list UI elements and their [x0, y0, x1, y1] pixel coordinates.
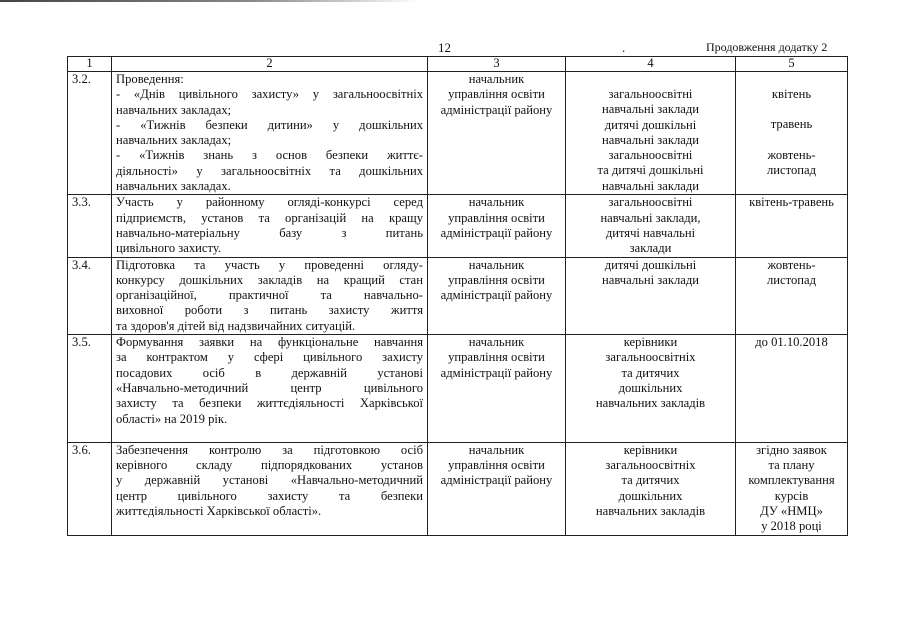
description-line: - «Тижнів безпеки дитини» у дошкільних: [116, 117, 423, 132]
deadline: [736, 257, 848, 334]
description-line: [116, 427, 423, 442]
table-row: [68, 257, 848, 334]
executors-line: навчальні заклади,: [600, 210, 701, 225]
description-line: підприємств, установ та організацій на кращу: [116, 210, 423, 225]
executors: [566, 335, 736, 443]
item-description: [112, 72, 428, 195]
deadline-line: комплектування: [748, 473, 835, 488]
table-row: [68, 335, 848, 443]
responsible-party: [428, 195, 566, 257]
item-number: 3.2.: [68, 72, 112, 195]
executors: [566, 442, 736, 535]
deadline-line: [740, 133, 843, 148]
item-description: [112, 335, 428, 443]
description-line: - «Тижнів знань з основ безпеки життє-: [116, 148, 423, 163]
description-line: Підготовка та участь у проведенні огляду-: [116, 257, 423, 272]
description-line: Формування заявки на функціональне навчання: [116, 335, 423, 350]
responsible-party-line: управління освіти: [448, 350, 545, 365]
responsible-party-line: адміністрації району: [440, 102, 553, 117]
responsible-party-line: начальник: [468, 442, 525, 457]
description-line: [116, 519, 423, 534]
executors-line: дитячі дошкільні: [604, 117, 697, 132]
deadline-line: листопад: [767, 272, 816, 287]
executors-line: керівники: [623, 335, 678, 350]
deadline: [736, 442, 848, 535]
description-line: захисту та безпеки життєдіяльності Харківської: [116, 396, 423, 411]
deadline-line: до 01.10.2018: [755, 335, 828, 350]
continuation-label: Продовження додатку 2: [706, 40, 828, 54]
item-number: 3.5.: [68, 335, 112, 443]
deadline-line: жовтень-: [767, 257, 816, 272]
deadline-line: згідно заявок: [756, 442, 827, 457]
deadline: [736, 335, 848, 443]
description-line: навчальних закладах;: [116, 133, 232, 148]
responsible-party-line: управління освіти: [448, 210, 545, 225]
item-number: 3.3.: [68, 195, 112, 257]
responsible-party-line: управління освіти: [448, 272, 545, 287]
description-line: у державній установі «Навчально-методичний: [116, 473, 423, 488]
deadline: [736, 195, 848, 257]
executors-line: загальноосвітні: [608, 87, 693, 101]
description-line: Забезпечення контролю за підготовкою осіб: [116, 442, 423, 457]
column-header: 2: [112, 57, 428, 72]
executors-line: дитячі дошкільні: [604, 257, 697, 272]
description-line: - «Днів цивільного захисту» у загальноосвітніх: [116, 87, 423, 102]
responsible-party: [428, 72, 566, 195]
deadline-line: жовтень-: [767, 147, 816, 162]
executors-line: навчальні заклади: [602, 132, 699, 147]
responsible-party: [428, 442, 566, 535]
deadline-line: травень: [770, 117, 813, 132]
column-header: 1: [68, 57, 112, 72]
executors-line: дитячі навчальні: [605, 225, 696, 240]
description-line: Участь у районному огляді-конкурсі серед: [116, 195, 423, 210]
page-number: 12: [438, 40, 451, 55]
description-line: та здоров'я дітей від надзвичайних ситуацій.: [116, 318, 356, 333]
responsible-party-line: начальник: [468, 195, 525, 210]
deadline-line: у 2018 році: [761, 519, 822, 534]
deadline-line: листопад: [767, 162, 816, 177]
executors: [566, 72, 736, 195]
executors-line: загальноосвітніх: [605, 458, 696, 473]
description-line: центр цивільного захисту та безпеки: [116, 488, 423, 503]
description-line: цивільного захисту.: [116, 241, 221, 256]
table-row: [68, 442, 848, 535]
responsible-party: [428, 335, 566, 443]
deadline-line: та плану: [768, 458, 815, 473]
deadline-line: квітень: [771, 87, 812, 101]
responsible-party-line: адміністрації району: [440, 473, 553, 488]
item-description: [112, 442, 428, 535]
responsible-party: [428, 257, 566, 334]
table-body: [68, 72, 848, 536]
executors-line: навчальні заклади: [602, 272, 699, 287]
description-line: організаційної, практичної та навчально-: [116, 288, 423, 303]
item-number: 3.6.: [68, 442, 112, 535]
responsible-party-line: адміністрації району: [440, 288, 553, 303]
table-header-row: [68, 57, 848, 72]
responsible-party-line: управління освіти: [448, 458, 545, 473]
description-line: Проведення:: [116, 72, 184, 86]
executors-line: навчальні заклади: [602, 102, 699, 117]
table-row: [68, 195, 848, 257]
executors-line: дошкільних: [618, 380, 683, 395]
executors-line: та дитячих: [621, 365, 680, 380]
deadline-line: курсів: [774, 488, 809, 503]
description-line: навчальних закладах;: [116, 102, 232, 117]
description-line: навчальних закладах.: [116, 179, 231, 194]
item-description: [112, 195, 428, 257]
executors-line: та дитячі дошкільні: [597, 163, 704, 178]
item-number: 3.4.: [68, 257, 112, 334]
executors: [566, 195, 736, 257]
executors-line: навчальні заклади: [602, 178, 699, 193]
executors-line: дошкільних: [618, 488, 683, 503]
responsible-party-line: управління освіти: [448, 87, 545, 102]
description-line: за контрактом у сфері цивільного захисту: [116, 350, 423, 365]
executors-line: заклади: [629, 241, 672, 256]
description-line: виховної роботи з питань захисту життя: [116, 303, 423, 318]
deadline-line: ДУ «НМЦ»: [760, 504, 823, 519]
deadline-line: [740, 102, 843, 117]
executors-line: загальноосвітні: [608, 195, 693, 210]
column-header: 5: [736, 57, 848, 72]
deadline-line: [740, 72, 843, 87]
description-line: керівного складу підпорядкованих установ: [116, 458, 423, 473]
description-line: посадових осіб в державній установі: [116, 365, 423, 380]
item-description: [112, 257, 428, 334]
responsible-party-line: адміністрації району: [440, 225, 553, 240]
executors-line: загальноосвітні: [608, 148, 693, 163]
description-line: області» на 2019 рік.: [116, 411, 228, 426]
column-header: 4: [566, 57, 736, 72]
deadline: [736, 72, 848, 195]
description-line: навчально-матеріальну базу з питань: [116, 225, 423, 240]
description-line: «Навчально-методичний центр цивільного: [116, 380, 423, 395]
description-line: життєдіяльності Харківської області».: [116, 504, 322, 519]
scan-edge-line: [0, 0, 420, 2]
stray-dot: .: [622, 40, 626, 55]
executors-line: та дитячих: [621, 473, 680, 488]
executors-line: [570, 72, 731, 87]
plan-table: [67, 56, 848, 536]
executors-line: навчальних закладів: [595, 504, 706, 519]
executors: [566, 257, 736, 334]
responsible-party-line: адміністрації району: [440, 365, 553, 380]
description-line: конкурсу дошкільних закладів на кращий стан: [116, 272, 423, 287]
table-row: [68, 72, 848, 195]
responsible-party-line: начальник: [468, 257, 525, 272]
executors-line: керівники: [623, 442, 678, 457]
executors-line: навчальних закладів: [595, 396, 706, 411]
responsible-party-line: начальник: [468, 335, 525, 350]
executors-line: загальноосвітніх: [605, 350, 696, 365]
responsible-party-line: начальник: [468, 72, 525, 86]
deadline-line: квітень-травень: [749, 195, 834, 210]
description-line: діяльності» у загальноосвітніх та дошкільних: [116, 163, 423, 178]
column-header: 3: [428, 57, 566, 72]
